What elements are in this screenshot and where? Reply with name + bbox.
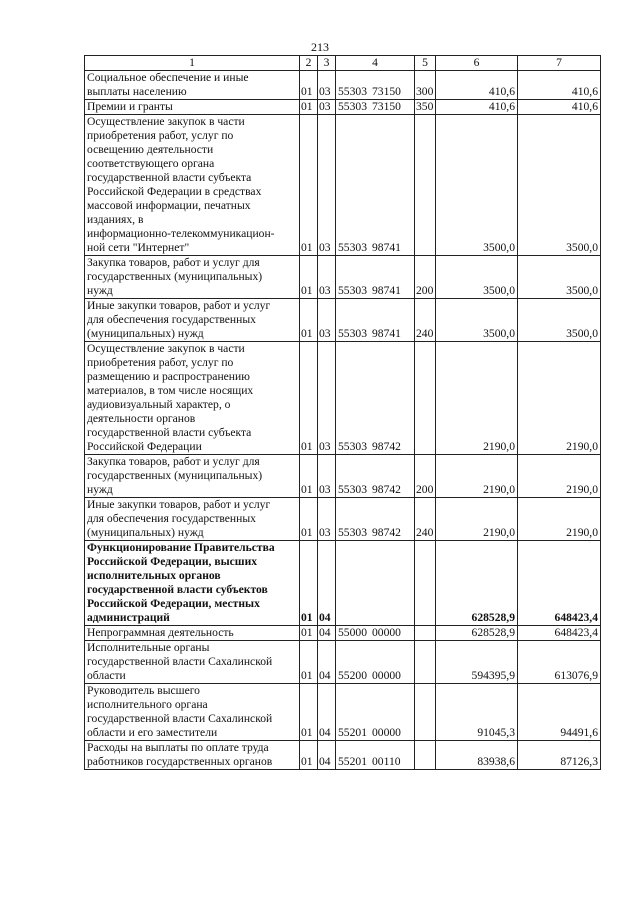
amount-year-2: 2190,0	[518, 455, 601, 498]
target-article-code-part1: 55201	[338, 726, 367, 739]
target-article-code-part1: 55303	[338, 526, 367, 539]
section-code: 01	[300, 299, 318, 342]
expense-type-code: 350	[415, 100, 436, 115]
section-code: 01	[300, 626, 318, 641]
amount-year-1: 2190,0	[436, 498, 518, 541]
amount-year-2: 94491,6	[518, 684, 601, 741]
subsection-code: 03	[318, 455, 336, 498]
target-article-code	[336, 626, 415, 641]
table-row	[85, 541, 601, 626]
header-cell: 3	[318, 56, 336, 71]
expense-type-code	[415, 741, 436, 770]
expense-type-code	[415, 626, 436, 641]
subsection-code: 03	[318, 256, 336, 299]
target-article-code	[336, 342, 415, 455]
amount-year-2: 410,6	[518, 71, 601, 100]
target-article-code-part1: 55201	[338, 755, 367, 768]
row-name: Осуществление закупок в части приобретения работ, услуг по освещению деятельности соответствующего органа государственной власти субъекта Российской Федерации в средствах массовой информации, печатных изданиях, в информационно-телекоммуникацион- ной сети "Интернет"	[85, 115, 300, 256]
subsection-code: 03	[318, 299, 336, 342]
header-row	[85, 56, 601, 71]
target-article-code-part2: 98741	[371, 284, 401, 297]
row-name: Функционирование Правительства Российской Федерации, высших исполнительных органов государственной власти субъектов Российской Федерации, местных администраций	[85, 541, 300, 626]
table-row	[85, 641, 601, 684]
expense-type-code: 200	[415, 455, 436, 498]
target-article-code-part2: 73150	[371, 85, 401, 98]
table-row	[85, 342, 601, 455]
section-code: 01	[300, 741, 318, 770]
subsection-code: 04	[318, 626, 336, 641]
section-code: 01	[300, 256, 318, 299]
row-name: Расходы на выплаты по оплате труда работников государственных органов	[85, 741, 300, 770]
target-article-code-part2: 98742	[371, 526, 401, 539]
amount-year-2: 648423,4	[518, 541, 601, 626]
target-article-code-part1: 55303	[338, 100, 367, 113]
subsection-code: 03	[318, 342, 336, 455]
header-cell: 5	[415, 56, 436, 71]
amount-year-2: 3500,0	[518, 299, 601, 342]
subsection-code: 04	[318, 641, 336, 684]
subsection-code: 03	[318, 100, 336, 115]
subsection-code: 04	[318, 684, 336, 741]
amount-year-1: 3500,0	[436, 299, 518, 342]
amount-year-1: 2190,0	[436, 342, 518, 455]
table-header	[85, 56, 601, 71]
header-cell: 4	[336, 56, 415, 71]
target-article-code-part1: 55200	[338, 669, 367, 682]
header-cell: 6	[436, 56, 518, 71]
target-article-code-part2: 00000	[371, 669, 401, 682]
subsection-code: 04	[318, 541, 336, 626]
expense-type-code	[415, 115, 436, 256]
amount-year-1: 83938,6	[436, 741, 518, 770]
table-row	[85, 256, 601, 299]
target-article-code-part1: 55303	[338, 483, 367, 496]
table-row	[85, 71, 601, 100]
target-article-code	[336, 684, 415, 741]
target-article-code-part1: 55303	[338, 241, 367, 254]
target-article-code-part2: 73150	[371, 100, 401, 113]
target-article-code-part1: 55303	[338, 440, 367, 453]
target-article-code	[336, 641, 415, 684]
target-article-code-part2: 00110	[371, 755, 401, 768]
amount-year-1: 410,6	[436, 71, 518, 100]
amount-year-2: 410,6	[518, 100, 601, 115]
target-article-code-part2: 98742	[371, 440, 401, 453]
row-name: Иные закупки товаров, работ и услуг для обеспечения государственных (муниципальных) нужд	[85, 299, 300, 342]
amount-year-1: 628528,9	[436, 626, 518, 641]
row-name: Премии и гранты	[85, 100, 300, 115]
budget-table	[84, 55, 601, 770]
expense-type-code	[415, 342, 436, 455]
subsection-code: 03	[318, 498, 336, 541]
table-row	[85, 115, 601, 256]
target-article-code-part1: 55303	[338, 284, 367, 297]
amount-year-1: 91045,3	[436, 684, 518, 741]
expense-type-code: 200	[415, 256, 436, 299]
amount-year-2: 2190,0	[518, 498, 601, 541]
row-name: Осуществление закупок в части приобретения работ, услуг по размещению и распространению материалов, в том числе носящих аудиовизуальный характер, о деятельности органов государственной власти субъекта Российской Федерации	[85, 342, 300, 455]
amount-year-2: 87126,3	[518, 741, 601, 770]
target-article-code	[336, 256, 415, 299]
row-name: Закупка товаров, работ и услуг для государственных (муниципальных) нужд	[85, 256, 300, 299]
subsection-code: 03	[318, 71, 336, 100]
table-row	[85, 100, 601, 115]
subsection-code: 03	[318, 115, 336, 256]
row-name: Руководитель высшего исполнительного органа государственной власти Сахалинской области и его заместители	[85, 684, 300, 741]
table-row	[85, 626, 601, 641]
table-row	[85, 299, 601, 342]
target-article-code	[336, 115, 415, 256]
target-article-code	[336, 741, 415, 770]
header-cell: 7	[518, 56, 601, 71]
section-code: 01	[300, 641, 318, 684]
section-code: 01	[300, 100, 318, 115]
expense-type-code	[415, 684, 436, 741]
target-article-code	[336, 541, 415, 626]
amount-year-1: 628528,9	[436, 541, 518, 626]
subsection-code: 04	[318, 741, 336, 770]
expense-type-code: 300	[415, 71, 436, 100]
expense-type-code	[415, 641, 436, 684]
row-name: Социальное обеспечение и иные выплаты населению	[85, 71, 300, 100]
target-article-code-part2: 98741	[371, 327, 401, 340]
target-article-code-part1: 55000	[338, 626, 367, 639]
amount-year-1: 2190,0	[436, 455, 518, 498]
target-article-code-part1: 55303	[338, 85, 367, 98]
expense-type-code: 240	[415, 498, 436, 541]
row-name: Иные закупки товаров, работ и услуг для обеспечения государственных (муниципальных) нужд	[85, 498, 300, 541]
target-article-code	[336, 455, 415, 498]
table-row	[85, 741, 601, 770]
row-name: Исполнительные органы государственной власти Сахалинской области	[85, 641, 300, 684]
amount-year-1: 3500,0	[436, 256, 518, 299]
section-code: 01	[300, 342, 318, 455]
section-code: 01	[300, 115, 318, 256]
target-article-code-part2: 98741	[371, 241, 401, 254]
table-body	[85, 71, 601, 770]
section-code: 01	[300, 498, 318, 541]
section-code: 01	[300, 455, 318, 498]
section-code: 01	[300, 684, 318, 741]
amount-year-1: 594395,9	[436, 641, 518, 684]
amount-year-1: 410,6	[436, 100, 518, 115]
target-article-code	[336, 498, 415, 541]
amount-year-2: 613076,9	[518, 641, 601, 684]
target-article-code-part2: 00000	[371, 626, 401, 639]
row-name: Закупка товаров, работ и услуг для государственных (муниципальных) нужд	[85, 455, 300, 498]
target-article-code	[336, 100, 415, 115]
amount-year-2: 3500,0	[518, 115, 601, 256]
target-article-code	[336, 71, 415, 100]
expense-type-code: 240	[415, 299, 436, 342]
target-article-code	[336, 299, 415, 342]
amount-year-2: 648423,4	[518, 626, 601, 641]
amount-year-2: 2190,0	[518, 342, 601, 455]
amount-year-2: 3500,0	[518, 256, 601, 299]
amount-year-1: 3500,0	[436, 115, 518, 256]
row-name: Непрограммная деятельность	[85, 626, 300, 641]
section-code: 01	[300, 541, 318, 626]
section-code: 01	[300, 71, 318, 100]
expense-type-code	[415, 541, 436, 626]
page-number: 213	[311, 40, 329, 54]
header-cell: 2	[300, 56, 318, 71]
target-article-code-part2: 00000	[371, 726, 401, 739]
header-cell: 1	[85, 56, 300, 71]
table-row	[85, 684, 601, 741]
table-row	[85, 498, 601, 541]
table-row	[85, 455, 601, 498]
target-article-code-part1: 55303	[338, 327, 367, 340]
target-article-code-part2: 98742	[371, 483, 401, 496]
